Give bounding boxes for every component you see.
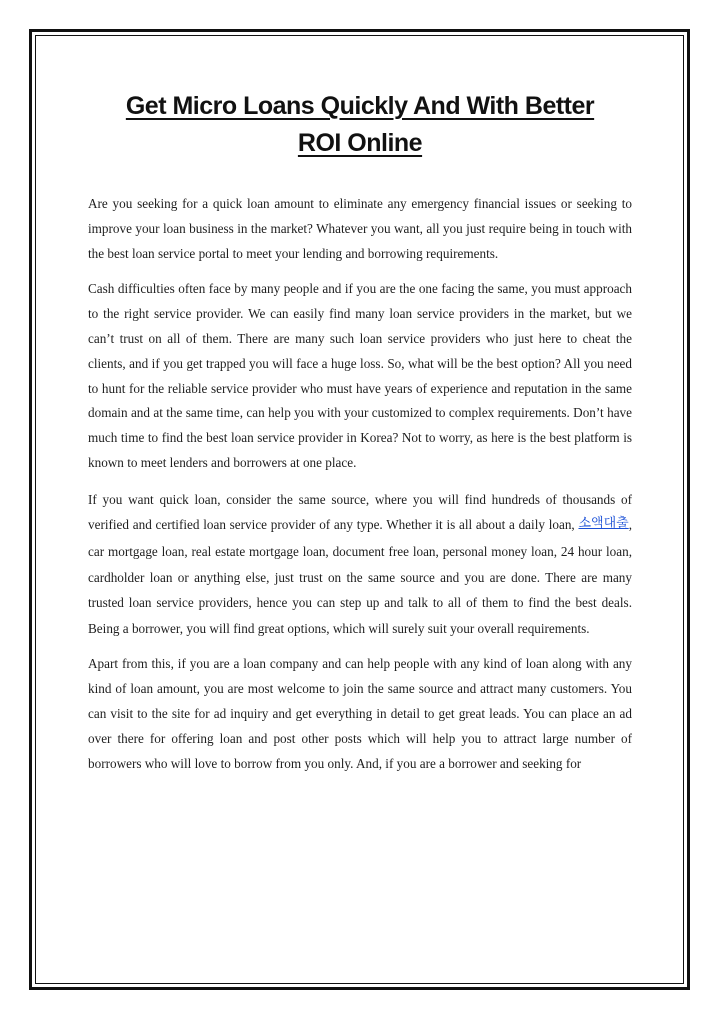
paragraph-1: Are you seeking for a quick loan amount to eliminate any emergency financial issues or seeking to improve your loan business in the market? Whatever you want, all you just require being in touch with the best loan service portal to meet your lending and borrowing requirements. xyxy=(88,196,632,261)
document-body xyxy=(88,88,632,787)
paragraph-3 xyxy=(88,487,632,642)
paragraph-2: Cash difficulties often face by many people and if you are the one facing the same, you must approach to the right service provider. We can easily find many loan service providers in the market, but we can’t trust on all of them. There are many such loan service providers who just here to cheat the clients, and if you get trapped you will face a huge loss. So, what will be the best option? All you need to hunt for the reliable service provider who must have years of experience and reputation in the same domain and at the same time, can help you with your customized to complex requirements. Don’t have much time to find the best loan service provider in Korea? Not to worry, as here is the best platform is known to meet lenders and borrowers at one place. xyxy=(88,281,632,470)
document-title xyxy=(88,88,632,162)
title-line-2: ROI Online xyxy=(297,129,423,157)
paragraph-3-text-after: , car mortgage loan, real estate mortgage loan, document free loan, personal money loan, 24 hour loan, cardholder loan or anything else, just trust on the same source and you are done. There are many trusted loan service providers, hence you can step up and talk to all of them to find the best deals. Being a borrower, you will find great options, which will surely suit your overall requirements. xyxy=(88,517,632,636)
paragraph-4: Apart from this, if you are a loan company and can help people with any kind of loan along with any kind of loan amount, you are most welcome to join the same source and attract many customers. You can visit to the site for ad inquiry and get everything in detail to get great leads. You can place an ad over there for offering loan and post other posts which will help you to attract large number of borrowers who will love to borrow from you only. And, if you are a borrower and seeking for xyxy=(88,656,632,771)
loan-link[interactable]: 소액대출 xyxy=(578,516,629,532)
paragraph-3-text-before: If you want quick loan, consider the same source, where you will find hundreds of thousands of verified and certified loan service provider of any type. Whether it is all about a daily loan, xyxy=(88,491,632,533)
title-line-1: Get Micro Loans Quickly And With Better xyxy=(125,92,595,120)
